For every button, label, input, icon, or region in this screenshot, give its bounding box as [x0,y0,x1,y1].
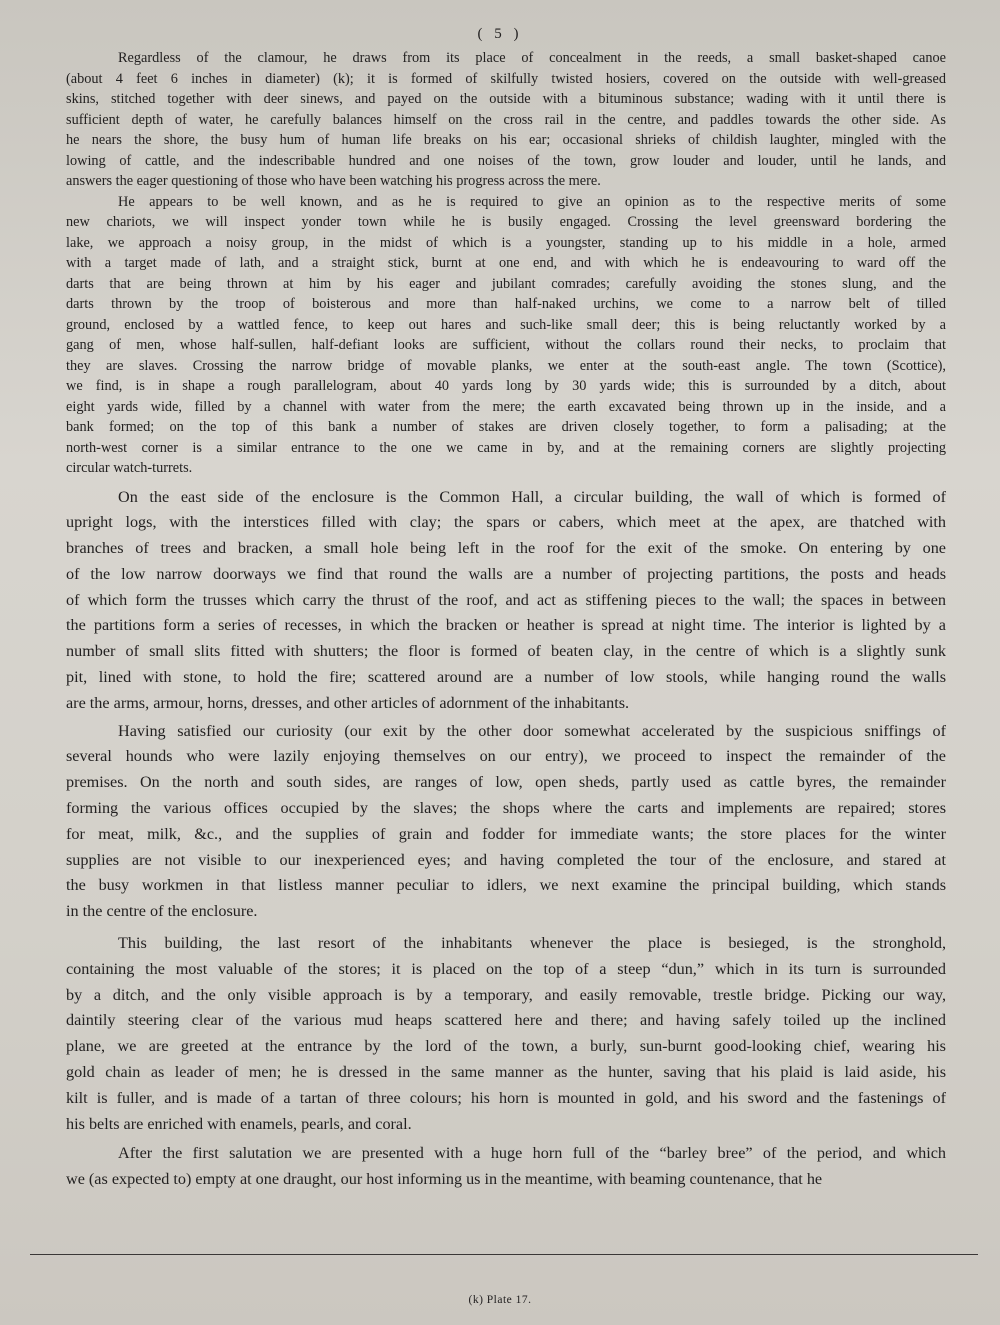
text-line: He appears to be well known, and as he is required to give an opinion as to the respective merits of some [118,193,946,210]
text-line: with a target made of lath, and a straight stick, burnt at one end, and with which he is endeavouring to ward off the [66,255,946,271]
text-line: of which form the trusses which carry the thrust of the roof, and act as stiffening pieces to the wall; the spaces in between [66,590,946,609]
paragraph [66,192,946,479]
text-line: ground, enclosed by a wattled fence, to keep out hares and such-like small deer; this is being reluctantly worked by a [66,316,946,333]
text-line: answers the eager questioning of those who have been watching his progress across the mere. [66,173,601,189]
text-line: plane, we are greeted at the entrance by the lord of the town, a burly, sun-burnt good-looking chief, wearing his [66,1037,946,1056]
text-line: we (as expected to) empty at one draught, our host informing us in the meantime, with beaming countenance, that he [66,1170,823,1189]
text-line: Regardless of the clamour, he draws from its place of concealment in the reeds, a small basket-shaped canoe [118,50,946,66]
footnote: (k) Plate 17. [468,1294,532,1306]
text-line: branches of trees and bracken, a small hole being left in the roof for the exit of the smoke. On entering by one [66,539,946,558]
paragraph [66,48,946,192]
footnote-divider [30,1254,978,1255]
text-line: This building, the last resort of the inhabitants whenever the place is besieged, is the stronghold, [118,934,946,953]
text-line: we find, is in shape a rough parallelogram, about 40 yards long by 30 yards wide; this is surrounded by a ditch, about [66,378,946,394]
text-line: the busy workmen in that listless manner peculiar to idlers, we next examine the principal building, which stands [66,876,946,895]
body-text [66,48,946,1193]
text-line: new chariots, we will inspect yonder town while he is busily engaged. Crossing the level greensward bordering the [66,214,946,230]
text-line: darts thrown by the troop of boisterous and more than half-naked urchins, we come to a narrow belt of tilled [66,296,946,312]
text-line: are the arms, armour, horns, dresses, and other articles of adornment of the inhabitants. [66,693,630,712]
text-line: upright logs, with the interstices filled with clay; the spars or cabers, which meet at the apex, are thatched with [66,513,946,532]
text-line: he nears the shore, the busy hum of human life breaks on his ear; occasional shrieks of childish laughter, mingled with the [66,132,946,148]
text-line: pit, lined with stone, to hold the fire; scattered around are a number of low stools, while hanging round the walls [66,668,946,687]
text-line: gang of men, whose half-sullen, half-defiant looks are sufficient, without the collars round their necks, to proclaim that [66,337,946,353]
text-line: lowing of cattle, and the indescribable hundred and one noises of the town, grow louder and louder, until he lands, and [66,152,946,169]
text-line: eight yards wide, filled by a channel with water from the mere; the earth excavated being thrown up in the inside, and a [66,398,946,415]
text-line: supplies are not visible to our inexperienced eyes; and having completed the tour of the enclosure, and stared at [66,850,946,869]
text-line: skins, stitched together with deer sinews, and payed on the outside with a bituminous substance; wading with it until there is [66,91,946,107]
paragraph [66,719,946,925]
text-line: lake, we approach a noisy group, in the midst of which is a youngster, standing up to his middle in a hole, armed [66,234,946,251]
text-line: sufficient depth of water, he carefully balances himself on the cross rail in the centre, and paddles towards the other side. As [66,111,946,128]
text-line: gold chain as leader of men; he is dressed in the same manner as the hunter, saving that his plaid is laid aside, his [66,1063,946,1082]
text-line: premises. On the north and south sides, are ranges of low, open sheds, partly used as cattle byres, the remainder [66,773,946,792]
text-line: several hounds who were lazily enjoying themselves on our entry), we proceed to inspect the remainder of the [66,747,946,766]
text-line: north-west corner is a similar entrance to the one we came in by, and at the remaining corners are slightly projecting [66,439,946,456]
text-line: circular watch-turrets. [66,460,193,476]
text-line: After the first salutation we are presented with a huge horn full of the “barley bree” of the period, and which [118,1144,946,1163]
text-line: in the centre of the enclosure. [66,902,258,921]
text-line: of the low narrow doorways we find that round the walls are a number of projecting partitions, the posts and heads [66,564,946,583]
text-line: Having satisfied our curiosity (our exit by the other door somewhat accelerated by the suspicious sniffings of [118,721,946,740]
text-line: for meat, milk, &c., and the supplies of grain and fodder for immediate wants; the store places for the winter [66,824,946,843]
text-line: containing the most valuable of the stores; it is placed on the top of a steep “dun,” which in its turn is surrounded [66,959,946,978]
paragraph [66,931,946,1137]
text-line: they are slaves. Crossing the narrow bridge of movable planks, we enter at the south-east angle. The town (Scottice), [66,357,946,374]
paragraph [66,1141,946,1193]
text-line: daintily steering clear of the various mud heaps scattered here and there; and having safely toiled up the inclined [66,1011,946,1030]
text-line: darts that are being thrown at him by his eager and jubilant comrades; carefully avoiding the stones slung, and the [66,275,946,292]
text-line: his belts are enriched with enamels, pearls, and coral. [66,1114,412,1133]
text-line: (about 4 feet 6 inches in diameter) (k); it is formed of skilfully twisted hosiers, covered on the outside with well-greased [66,70,946,87]
page-number: ( 5 ) [477,26,523,42]
text-line: On the east side of the enclosure is the Common Hall, a circular building, the wall of which is formed of [118,487,946,506]
text-line: number of small slits fitted with shutters; the floor is formed of beaten clay, in the centre of which is a slightly sunk [66,642,946,661]
text-line: the partitions form a series of recesses, in which the bracken or heather is spread at night time. The interior is lighted by a [66,616,946,635]
text-line: forming the various offices occupied by the slaves; the shops where the carts and implements are repaired; stores [66,799,946,818]
text-line: bank formed; on the top of this bank a number of stakes are driven closely together, to form a palisading; at the [66,419,946,435]
text-line: by a ditch, and the only visible approach is by a temporary, and easily removable, trestle bridge. Picking our way, [66,985,946,1004]
text-line: kilt is fuller, and is made of a tartan of three colours; his horn is mounted in gold, and his sword and the fastenings of [66,1088,946,1107]
paragraph [66,485,946,717]
